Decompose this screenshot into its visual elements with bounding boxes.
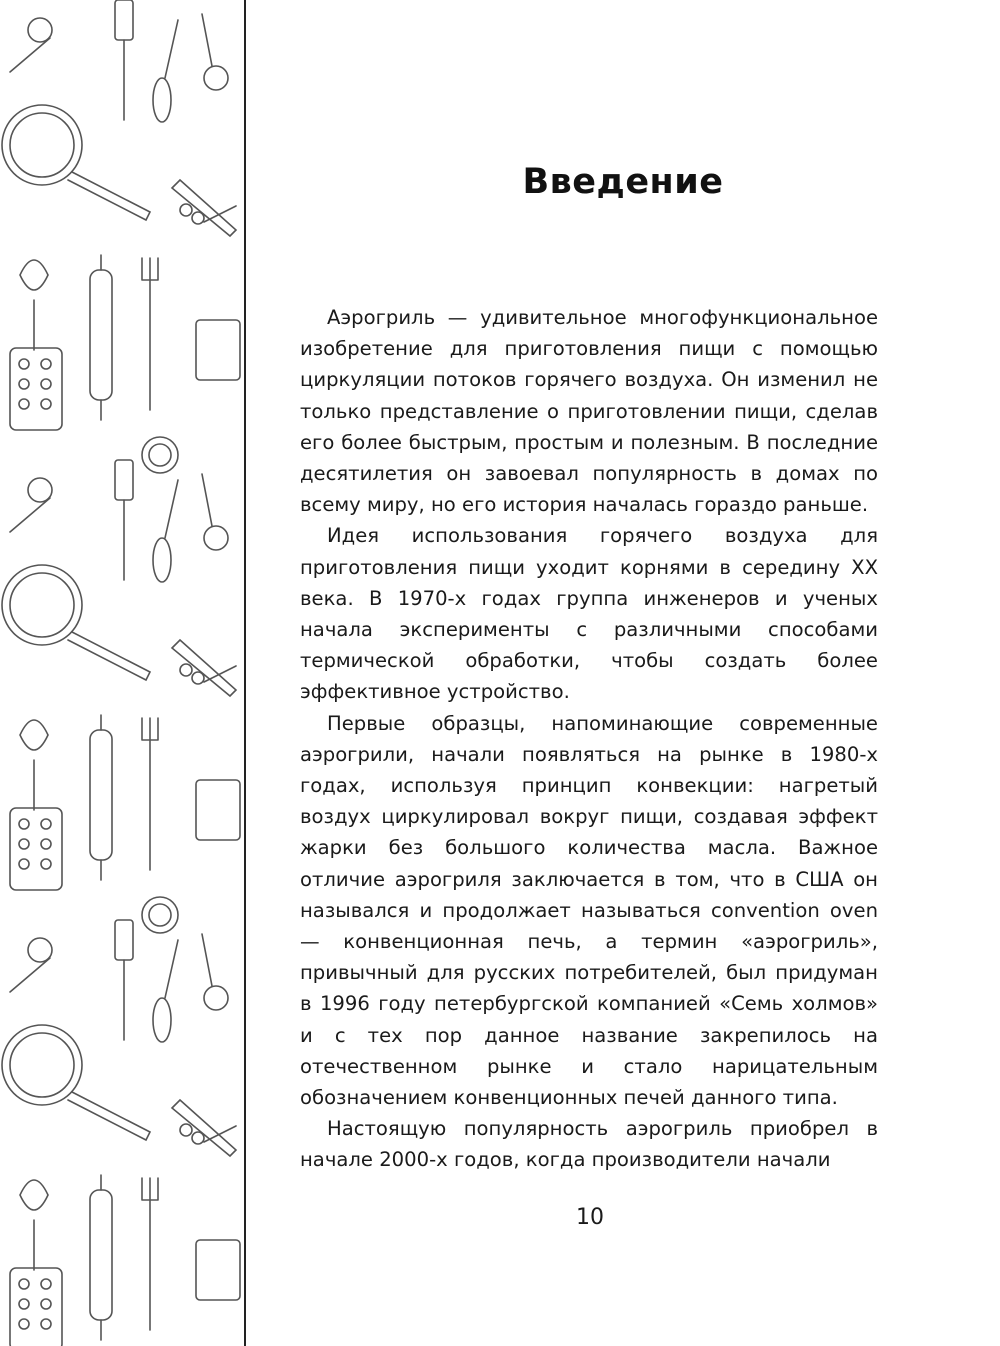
paragraph: Настоящую популярность аэрогриль приобрел в начале 2000-х годов, когда производители начали [300,1117,878,1172]
paragraph: Аэрогриль — удивительное многофункциональное изобретение для приготовления пищи с помощью циркуляции потоков горячего воздуха. Он изменил не только представление о приготовлении пищи, сделав его более быстрым, простым и полезным. В последние десятилетия он завоевал популярность в домах по всему миру, но его история началась гораздо раньше. [300,306,878,517]
kitchen-utensils-pattern [0,0,246,1346]
page-number: 10 [576,1205,604,1230]
body-text [300,302,878,1176]
page-title: Введение [522,162,724,202]
paragraph: Идея использования горячего воздуха для приготовления пищи уходит корнями в середину XX века. В 1970-х годах группа инженеров и ученых начала эксперименты с различными способами термической обработки, чтобы создать более эффективное устройство. [300,524,878,704]
paragraph: Первые образцы, напоминающие современные аэрогрили, начали появляться на рынке в 1980-х годах, используя принцип конвекции: нагретый воздух циркулировал вокруг пищи, создавая эффект жарки без большого количества масла. Важное отличие аэрогриля заключается в том, что в США он назывался и продолжает называться convention oven — конвенционная печь, а термин «аэрогриль», привычный для русских потребителей, был придуман в 1996 году петербургской компанией «Семь холмов» и с тех пор данное название закрепилось на отечественном рынке и стало нарицательным обозначением конвенционных печей данного типа. [300,711,878,1110]
